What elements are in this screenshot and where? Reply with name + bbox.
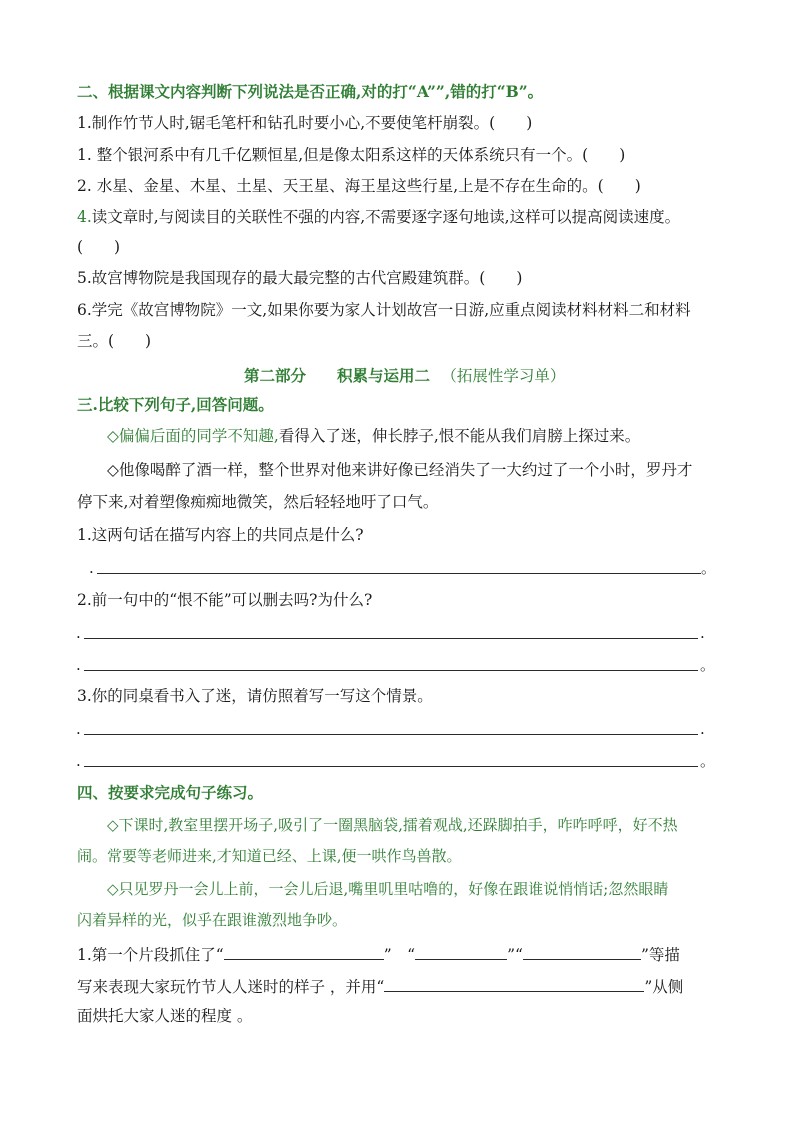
item-text: 故宫博物院是我国现存的最大最完整的古代宫殿建筑群。( ) bbox=[91, 269, 523, 287]
item-number: 6. bbox=[77, 301, 92, 319]
answer-rule bbox=[97, 573, 701, 574]
answer-rule bbox=[84, 670, 698, 671]
line-end: 。 bbox=[700, 656, 716, 674]
item-text: 三。( ) bbox=[77, 332, 152, 350]
part2-subtitle: （拓展性学习单） bbox=[441, 367, 566, 385]
answer-line[interactable] bbox=[89, 558, 717, 578]
answer-rule bbox=[84, 734, 698, 735]
item-number: 1. bbox=[77, 146, 92, 164]
item-number: 5. bbox=[77, 269, 92, 287]
answer-line[interactable] bbox=[76, 623, 710, 643]
question-3-3: 3.你的同桌看书入了迷，请仿照着写一写这个情景。 bbox=[77, 687, 433, 705]
item-number: 1. bbox=[77, 114, 92, 132]
q-text: ”“ bbox=[507, 946, 523, 964]
line-dot: . bbox=[76, 624, 81, 642]
compare-sentence-1 bbox=[107, 426, 727, 446]
judge-item-3 bbox=[77, 176, 727, 196]
question-4-1-line1 bbox=[77, 943, 727, 965]
question-3-1: 1.这两句话在描写内容上的共同点是什么? bbox=[77, 526, 364, 544]
question-3-2: 2.前一句中的“恨不能”可以删去吗?为什么? bbox=[77, 591, 373, 609]
item-text: 读文章时,与阅读目的关联性不强的内容,不需要逐字逐句地读,这样可以提高阅读速度。 bbox=[91, 208, 681, 226]
q-text: ”从侧 bbox=[644, 978, 684, 996]
section4-heading: 四、按要求完成句子练习。 bbox=[77, 783, 264, 802]
item-text: ( ) bbox=[77, 238, 121, 256]
item-number: 2. bbox=[77, 177, 92, 195]
section2-heading: 二、根据课文内容判断下列说法是否正确,对的打“A””,错的打“B”。 bbox=[77, 82, 544, 101]
item-text: 制作竹节人时,锯毛笔杆和钻孔时要小心,不要使笔杆崩裂。( ) bbox=[91, 114, 533, 132]
line-end: . bbox=[700, 624, 705, 642]
judge-item-4-paren bbox=[77, 237, 727, 257]
sentence1-rest: 看得入了迷，伸长脖子,恨不能从我们肩膀上探过来。 bbox=[278, 427, 641, 445]
item-number: 4. bbox=[77, 208, 92, 226]
fill-blank-2[interactable] bbox=[415, 943, 507, 960]
passage-2-line2: 闪着异样的光，似乎在跟谁激烈地争吵。 bbox=[77, 911, 348, 929]
judge-item-2 bbox=[77, 145, 727, 165]
q-text: 写来表现大家玩竹节人人迷时的样子 ，并用“ bbox=[77, 978, 385, 996]
part2-title-text: 第二部分 积累与运用二 bbox=[244, 366, 431, 385]
answer-line[interactable] bbox=[76, 719, 710, 739]
part2-title bbox=[244, 366, 644, 386]
question-4-1-line3: 面烘托大家人迷的程度 。 bbox=[77, 1007, 253, 1025]
line-end: 。 bbox=[700, 752, 716, 770]
item-text: 整个银河系中有几千亿颗恒星,但是像太阳系这样的天体系统只有一个。( ) bbox=[91, 146, 626, 164]
answer-rule bbox=[84, 638, 698, 639]
passage-2-line1: ◇只见罗丹一会儿上前，一会儿后退,嘴里叽里咕噜的，好像在跟谁说悄悄话;忽然眼睛 bbox=[107, 880, 669, 898]
question-4-1-line2 bbox=[77, 975, 727, 997]
judge-item-6 bbox=[77, 300, 727, 320]
answer-line[interactable] bbox=[76, 751, 716, 771]
q-text: ”等描 bbox=[640, 946, 680, 964]
line-dot: . bbox=[89, 559, 94, 577]
compare-sentence-2-line1: ◇他像喝醉了酒一样，整个世界对他来讲好像已经消失了一大约过了一个小时，罗丹才 bbox=[107, 461, 693, 479]
line-end: . bbox=[700, 720, 705, 738]
q-text: ” “ bbox=[383, 946, 416, 964]
section3-heading: 三.比较下列句子,回答问题。 bbox=[77, 395, 274, 414]
fill-blank-4[interactable] bbox=[384, 975, 644, 992]
item-text: 水星、金星、木星、土星、天王星、海王星这些行星,上是不存在生命的。( ) bbox=[91, 177, 641, 195]
judge-item-5 bbox=[77, 268, 727, 288]
judge-item-6-cont bbox=[77, 331, 727, 351]
passage-1-line1: ◇下课时,教室里摆开场子,吸引了一圈黑脑袋,擂着观战,还跺脚拍手，咋咋呼呼，好不热 bbox=[107, 816, 678, 834]
fill-blank-3[interactable] bbox=[523, 943, 641, 960]
answer-rule bbox=[84, 766, 698, 767]
compare-sentence-2-line2: 停下来,对着塑像痴痴地微笑，然后轻轻地吁了口气。 bbox=[77, 493, 439, 511]
line-dot: . bbox=[76, 656, 81, 674]
answer-line[interactable] bbox=[76, 655, 716, 675]
line-dot: . bbox=[76, 720, 81, 738]
passage-1-line2: 闹。常要等老师进来,才知道已经、上课,便一哄作鸟兽散。 bbox=[77, 847, 462, 865]
q-text: 1.第一个片段抓住了“ bbox=[77, 946, 224, 964]
sentence1-highlight: ◇偏偏后面的同学不知趣, bbox=[107, 427, 279, 445]
fill-blank-1[interactable] bbox=[224, 943, 384, 960]
judge-item-4 bbox=[77, 207, 727, 227]
item-text: 学完《故宫博物院》一文,如果你要为家人计划故宫一日游,应重点阅读材料材料二和材料 bbox=[91, 301, 691, 319]
judge-item-1 bbox=[77, 113, 727, 133]
line-end: 。 bbox=[701, 559, 717, 577]
line-dot: . bbox=[76, 752, 81, 770]
